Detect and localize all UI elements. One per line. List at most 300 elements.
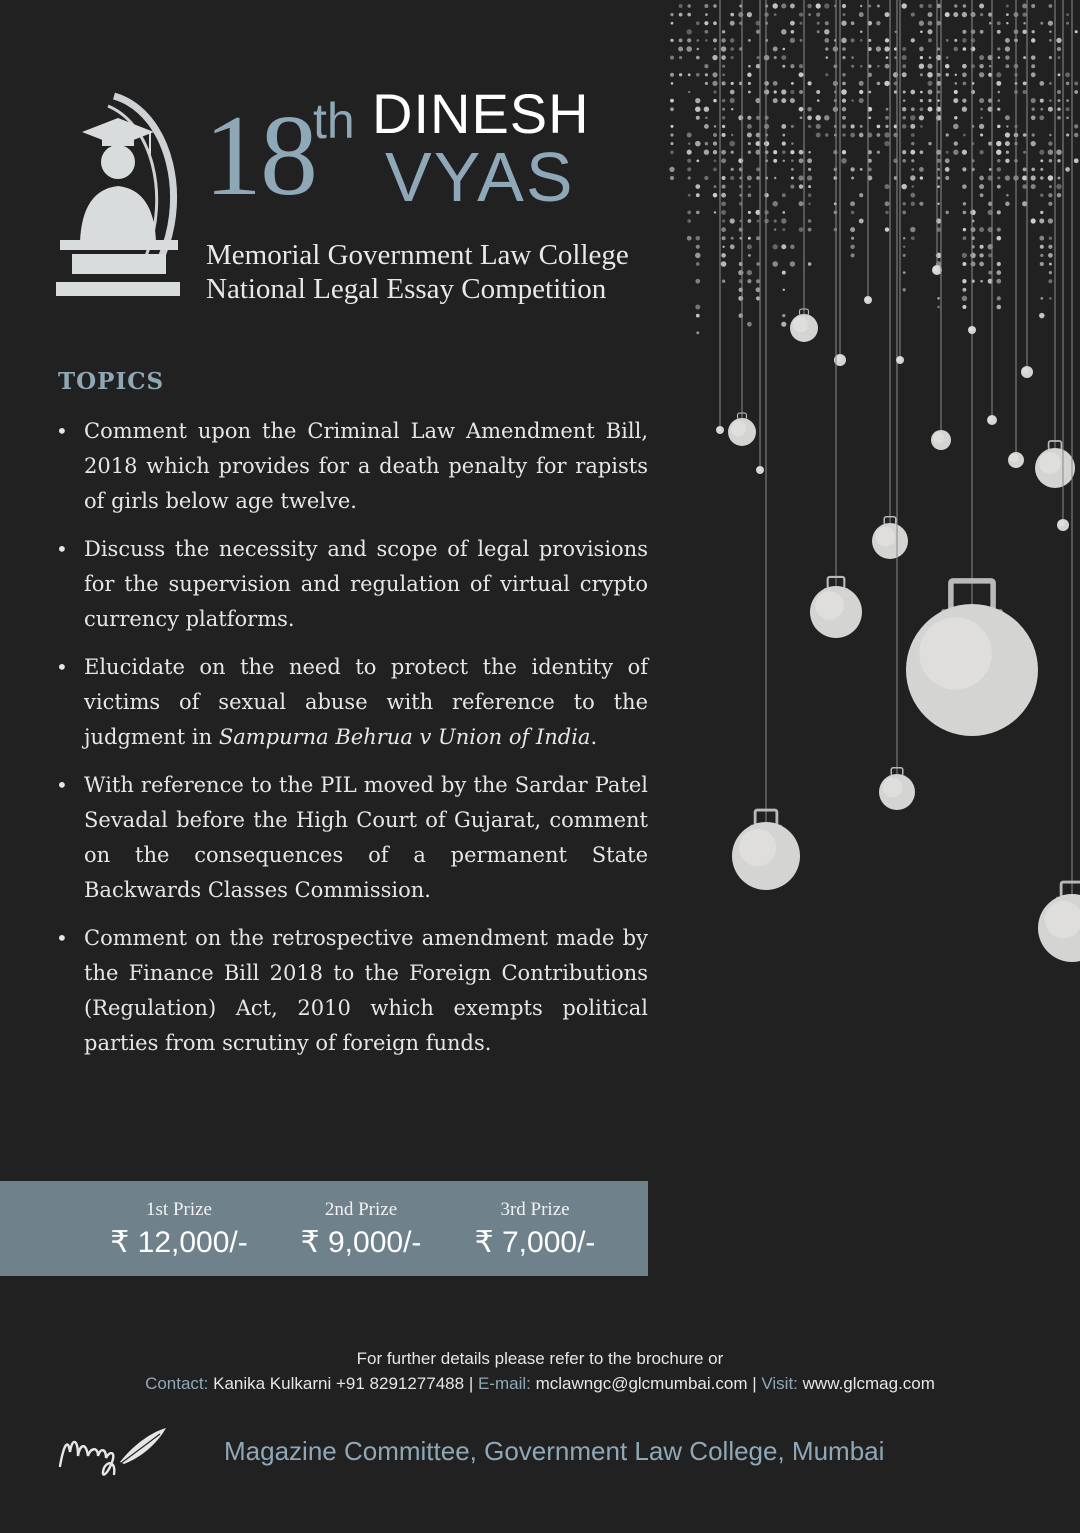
dot [998, 91, 1001, 94]
dot [937, 297, 939, 299]
dot [791, 159, 794, 162]
dot [808, 262, 812, 266]
dot [748, 151, 751, 154]
dot [825, 47, 828, 50]
dot [807, 4, 811, 8]
dot [817, 30, 820, 33]
dot [877, 133, 881, 137]
dot [679, 4, 683, 8]
dot [928, 99, 931, 102]
dot [996, 81, 1001, 86]
dot [1048, 21, 1053, 26]
dot [816, 124, 821, 129]
dot [798, 175, 803, 180]
dot [962, 279, 966, 283]
dot [713, 133, 717, 137]
dot [696, 314, 700, 318]
dot [713, 142, 717, 146]
dot [1048, 245, 1052, 249]
topic-text: Elucidate on the need to protect the identity of victims of sexual abuse with reference to the judgment in [84, 655, 648, 749]
dot [1006, 13, 1009, 16]
title-dinesh: DINESH [372, 82, 590, 145]
dot [868, 5, 871, 8]
dot [781, 124, 786, 129]
dot [808, 151, 810, 153]
dot [686, 46, 692, 52]
dot [765, 150, 769, 154]
dot [704, 64, 708, 68]
dot [722, 219, 725, 222]
dot [996, 270, 1001, 275]
dot [980, 280, 983, 283]
dot [695, 279, 700, 284]
dot [997, 262, 1001, 266]
dot [721, 150, 726, 155]
dot [876, 21, 880, 25]
dot [833, 46, 838, 51]
dot [902, 107, 906, 111]
dot [851, 237, 854, 240]
dot [920, 150, 924, 154]
dot [696, 159, 699, 162]
dot [781, 322, 786, 327]
dot [799, 158, 804, 163]
dot [1048, 193, 1052, 197]
dot [748, 237, 751, 240]
dot [748, 91, 751, 94]
dot [997, 108, 1000, 111]
dot [851, 253, 855, 257]
dot [756, 236, 760, 240]
dot [748, 211, 751, 214]
dot [756, 296, 760, 300]
dot [980, 30, 984, 34]
dot [946, 151, 949, 154]
dot [714, 211, 716, 213]
dot [722, 280, 725, 283]
dot [1005, 64, 1009, 68]
dot [808, 81, 812, 85]
dot [963, 228, 966, 231]
dot [695, 98, 700, 103]
dot [721, 158, 726, 163]
dot [979, 4, 984, 9]
dot [764, 219, 769, 224]
dot [731, 134, 733, 136]
dot [722, 176, 726, 180]
dot [688, 91, 690, 93]
dot [954, 116, 957, 119]
dot [1048, 175, 1054, 181]
dot [808, 203, 811, 206]
dot [721, 201, 726, 206]
dot [765, 116, 769, 120]
dot [1040, 245, 1044, 249]
dot [1048, 150, 1053, 155]
dot [850, 227, 855, 232]
dot [782, 65, 785, 68]
dot [1022, 30, 1026, 34]
dot [791, 168, 794, 171]
dot [731, 151, 734, 154]
dot [998, 56, 1000, 58]
dot [997, 296, 1001, 300]
dot [1049, 99, 1052, 102]
dot [799, 90, 803, 94]
dot [962, 72, 967, 77]
dot [910, 193, 915, 198]
dot [704, 124, 709, 129]
dot [669, 167, 674, 172]
dot [1031, 184, 1036, 189]
dot [808, 193, 812, 197]
dot [886, 56, 889, 59]
email-link[interactable]: mclawngc@glcmumbai.com [535, 1374, 748, 1393]
dot [841, 158, 847, 164]
dot [1006, 5, 1009, 8]
dot [997, 185, 1001, 189]
dot [790, 38, 795, 43]
dot [1058, 177, 1061, 180]
dot [764, 210, 768, 214]
dot [678, 46, 683, 51]
prize-bar [0, 1181, 648, 1276]
dot [902, 124, 907, 129]
dot [730, 244, 735, 249]
dot [894, 31, 896, 33]
dot [679, 56, 682, 59]
dot [901, 184, 906, 189]
dot [1005, 46, 1010, 51]
dot [997, 159, 1001, 163]
dot [747, 12, 752, 17]
dot [850, 201, 855, 206]
prize-second [276, 1181, 446, 1260]
dot [962, 38, 966, 42]
dot [851, 211, 855, 215]
dot [979, 150, 983, 154]
dot [748, 254, 751, 257]
dot [773, 98, 778, 103]
dot [686, 29, 691, 34]
dot [841, 21, 846, 26]
dot [1032, 30, 1035, 33]
dot [730, 38, 734, 42]
dot [1066, 107, 1070, 111]
dot [1040, 262, 1044, 266]
dot [859, 219, 864, 224]
dot [704, 106, 709, 111]
dot [764, 141, 769, 146]
dot [911, 142, 914, 145]
dot [962, 30, 966, 34]
dot [747, 244, 752, 249]
dot [713, 193, 718, 198]
dot [919, 63, 924, 68]
dot [722, 133, 726, 137]
dot [842, 116, 846, 120]
dot [911, 236, 915, 240]
dot [807, 115, 812, 120]
dot [903, 246, 905, 248]
dot [695, 106, 701, 112]
dot [721, 193, 726, 198]
dot [687, 219, 691, 223]
dot [772, 201, 777, 206]
dot [1056, 38, 1061, 43]
dot [876, 46, 881, 51]
dot [842, 56, 845, 59]
website-link[interactable]: www.glcmag.com [802, 1374, 935, 1393]
topic-text: Comment on the retrospective amendment made by the Finance Bill 2018 to the Foreign Contributions (Regulation) Act, 2010 which exempts political parties from scrutiny of foreign funds. [84, 926, 648, 1055]
dot [722, 81, 726, 85]
dot [877, 65, 880, 68]
bullet-icon: • [56, 419, 68, 443]
dot [705, 142, 709, 146]
dot [842, 133, 845, 136]
dot [773, 81, 778, 86]
dot [730, 21, 735, 26]
dot [738, 270, 743, 275]
dot [1022, 4, 1027, 9]
prize-third [450, 1181, 620, 1260]
dot [670, 13, 673, 16]
dot [687, 159, 691, 163]
dot [695, 253, 700, 258]
dot [713, 4, 716, 7]
dot [980, 193, 984, 197]
dot [962, 12, 967, 17]
dot [774, 90, 777, 93]
dot [1039, 313, 1045, 319]
dot [833, 150, 837, 154]
dot [671, 125, 674, 128]
dot [1048, 202, 1052, 206]
dot [747, 73, 752, 78]
dot [920, 176, 923, 179]
dot [687, 38, 691, 42]
dot [782, 314, 785, 317]
dot [747, 279, 751, 283]
dot [687, 13, 691, 17]
mag-quill-logo-icon [54, 1422, 172, 1484]
dot [713, 99, 717, 103]
dot [774, 56, 777, 59]
dot [979, 227, 984, 232]
dot [901, 3, 906, 8]
dot [756, 262, 759, 265]
dot [790, 90, 794, 94]
dot [799, 64, 803, 68]
dot [1039, 236, 1044, 241]
separator: | [468, 1374, 474, 1393]
dot [902, 64, 906, 68]
dot [1040, 159, 1043, 162]
dot [860, 125, 863, 128]
dot [885, 64, 890, 69]
dot [783, 211, 786, 214]
dot [825, 133, 829, 137]
topic-item [52, 768, 648, 908]
dot [756, 176, 760, 180]
dot [721, 253, 726, 258]
dot [747, 322, 752, 327]
topic-item [52, 532, 648, 637]
dot [808, 125, 811, 128]
dot [790, 21, 795, 26]
dot [971, 38, 975, 42]
dot [696, 193, 700, 197]
dot [791, 177, 794, 180]
dot [910, 115, 915, 120]
dot [722, 74, 725, 77]
dot [670, 150, 674, 154]
dot [791, 142, 793, 144]
dot [1031, 72, 1036, 77]
dot [1048, 279, 1052, 283]
dot [997, 99, 1000, 102]
dot [1031, 218, 1036, 223]
dot [834, 228, 838, 232]
dot [824, 115, 829, 120]
prize-label: 2nd Prize [324, 1199, 398, 1220]
dot [781, 29, 786, 34]
dot [817, 22, 820, 25]
dot [721, 38, 725, 42]
dot [782, 134, 785, 137]
dot [696, 116, 700, 120]
dot [816, 90, 820, 94]
dot [955, 82, 958, 85]
dot [902, 116, 906, 120]
topics-list [52, 414, 648, 1074]
dot [704, 21, 708, 25]
dot [884, 81, 889, 86]
dot [997, 305, 1002, 310]
dot [1057, 193, 1061, 197]
dot [1040, 22, 1043, 25]
dot [1074, 133, 1079, 138]
dot [902, 159, 906, 163]
dot [731, 82, 734, 85]
dot [979, 72, 984, 77]
dot [928, 90, 933, 95]
dot [929, 56, 932, 59]
dot [927, 64, 932, 69]
visit-label: Visit: [761, 1374, 798, 1393]
dot [962, 150, 967, 155]
dot [997, 47, 1000, 50]
prize-label: 1st Prize [146, 1199, 212, 1220]
dot [919, 202, 923, 206]
dot [1057, 90, 1061, 94]
dot [928, 107, 933, 112]
dot [1066, 133, 1069, 136]
edition-suffix: th [313, 93, 355, 149]
dot [1058, 99, 1061, 102]
dot [1057, 116, 1061, 120]
dot [996, 236, 1001, 241]
dot [851, 21, 855, 25]
dot [962, 64, 967, 69]
dot [1049, 271, 1052, 274]
dot [695, 184, 700, 189]
dot [1048, 107, 1053, 112]
dot [747, 132, 752, 137]
dot [738, 296, 743, 301]
dot [962, 167, 966, 171]
dot [953, 12, 958, 17]
dot [824, 29, 829, 34]
dot [782, 150, 786, 154]
dot [860, 5, 862, 7]
dot [884, 46, 889, 51]
dot [807, 158, 812, 163]
dot [979, 98, 984, 103]
dot [884, 141, 889, 146]
dot-matrix-pattern [669, 3, 1078, 334]
dot [1031, 4, 1035, 8]
dot [705, 30, 709, 34]
dot [747, 116, 751, 120]
dot [979, 262, 984, 267]
dot [782, 142, 786, 146]
dot [671, 22, 674, 25]
dot [834, 211, 838, 215]
dot [799, 227, 804, 232]
dot [1005, 159, 1009, 163]
dot [756, 30, 760, 34]
dot [979, 55, 984, 60]
dot [996, 150, 1001, 155]
dot [1066, 116, 1069, 119]
topic-item [52, 414, 648, 519]
dot [1074, 158, 1079, 163]
dot [816, 3, 821, 8]
dot [920, 56, 923, 59]
dot [825, 21, 829, 25]
dot [731, 56, 734, 59]
dot [791, 125, 794, 128]
dot [979, 253, 983, 257]
dot [705, 116, 708, 119]
dot [919, 167, 924, 172]
dot [764, 12, 768, 16]
dot [800, 116, 803, 119]
dot [1005, 38, 1010, 43]
dot [902, 47, 906, 51]
dot [1023, 167, 1027, 171]
light-bulb-icon [790, 0, 818, 342]
edition-number: 18 [204, 92, 316, 220]
dot [877, 151, 880, 154]
committee-name: Magazine Committee, Government Law College, Mumbai [224, 1436, 885, 1466]
dot [1006, 194, 1009, 197]
dot [834, 176, 838, 180]
dot [962, 288, 966, 292]
dot [1031, 115, 1036, 120]
dot [997, 167, 1001, 171]
dot [903, 254, 906, 257]
dot [886, 108, 889, 111]
dot [721, 227, 726, 232]
dot [945, 167, 950, 172]
dot [945, 211, 948, 214]
dot [1022, 175, 1027, 180]
dot [877, 82, 881, 86]
dot [807, 107, 811, 111]
dot [799, 150, 804, 155]
